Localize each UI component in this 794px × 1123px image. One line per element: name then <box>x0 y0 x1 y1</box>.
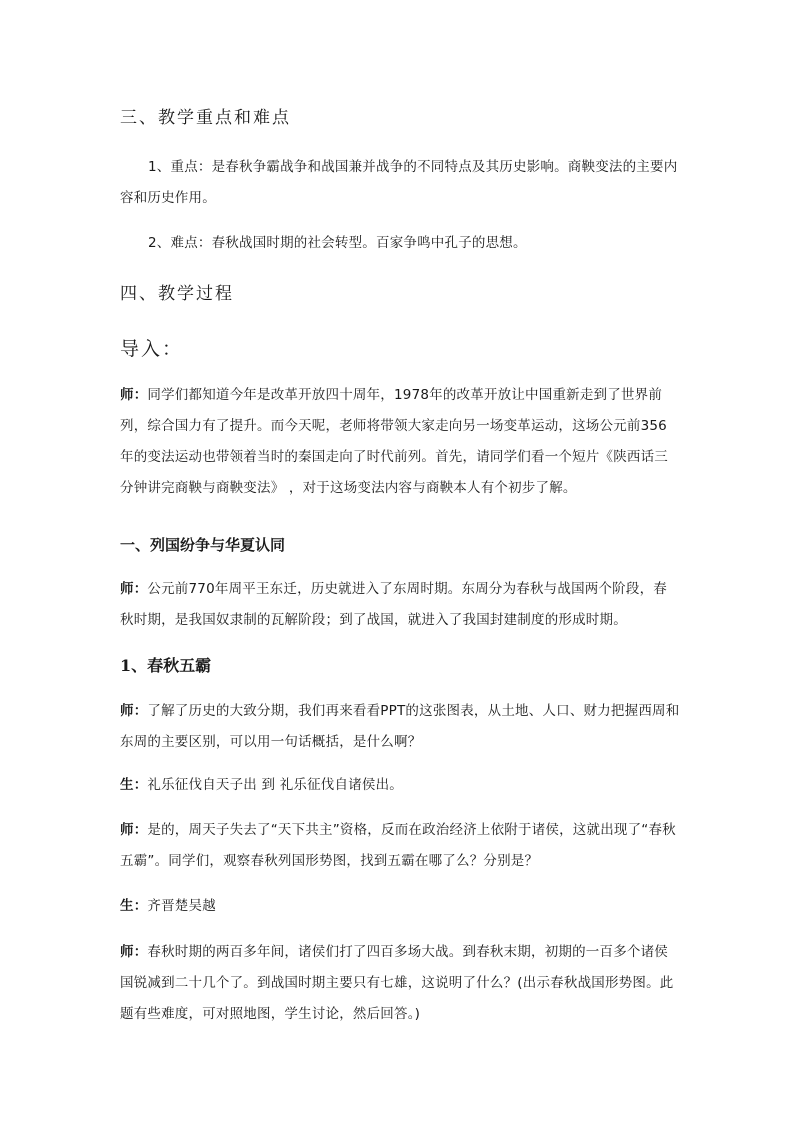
part1-paragraph <box>120 574 680 636</box>
dialogue-student-1 <box>120 770 680 801</box>
part1-heading: 一、列国纷争与华夏认同 <box>120 536 286 554</box>
dialogue-text: 礼乐征伐自天子出 到 礼乐征伐自诸侯出。 <box>147 777 403 793</box>
speaker-label: 师： <box>120 822 148 838</box>
dialogue-text: 齐晋楚吴越 <box>147 898 216 914</box>
dialogue-teacher-3 <box>120 937 680 1030</box>
key-point-1: 1、重点：是春秋争霸战争和战国兼并战争的不同特点及其历史影响。商鞅变法的主要内容和历史作用。 <box>120 159 678 206</box>
intro-paragraph <box>120 380 680 504</box>
key-point-2: 2、难点：春秋战国时期的社会转型。百家争鸣中孔子的思想。 <box>148 235 527 251</box>
sub1-heading: 1、春秋五霸 <box>120 656 212 675</box>
dialogue-teacher-2 <box>120 815 680 877</box>
speaker-label: 生： <box>120 898 148 914</box>
intro-heading: 导入： <box>120 338 184 360</box>
speaker-label: 师： <box>120 387 148 403</box>
intro-text: 同学们都知道今年是改革开放四十周年，1978年的改革开放让中国重新走到了世界前列，综合国力有了提升。而今天呢，老师将带领大家走向另一场变革运动，这场公元前356年的变法运动也带领着当时的秦国走向了时代前列。首先，请同学们看一个短片《陕西话三分钟讲完商鞅与商鞅变法》 ，对于这场变法内容与商鞅本人有个初步了解。 <box>120 387 668 496</box>
dialogue-text: 是的，周天子失去了“天下共主”资格，反而在政治经济上依附于诸侯，这就出现了“春秋五霸”。同学们，观察春秋列国形势图，找到五霸在哪了么？分别是？ <box>120 822 676 869</box>
dialogue-text: 春秋时期的两百多年间，诸侯们打了四百多场大战。到春秋末期，初期的一百多个诸侯国锐减到二十几个了。到战国时期主要只有七雄，这说明了什么？(出示春秋战国形势图。此题有些难度，可对照地图，学生讨论，然后回答。) <box>120 944 674 1022</box>
dialogue-student-2 <box>120 891 680 922</box>
speaker-label: 师： <box>120 581 148 597</box>
dialogue-teacher-1 <box>120 696 680 758</box>
section-heading-key-points: 三、教学重点和难点 <box>120 108 291 128</box>
dialogue-text: 了解了历史的大致分期，我们再来看看PPT的这张图表，从土地、人口、财力把握西周和东周的主要区别，可以用一句话概括，是什么啊？ <box>120 703 680 750</box>
part1-text: 公元前770年周平王东迁，历史就进入了东周时期。东周分为春秋与战国两个阶段，春秋时期，是我国奴隶制的瓦解阶段；到了战国，就进入了我国封建制度的形成时期。 <box>120 581 667 628</box>
section-heading-teaching-process: 四、教学过程 <box>120 284 234 304</box>
speaker-label: 师： <box>120 703 148 719</box>
speaker-label: 师： <box>120 944 148 960</box>
speaker-label: 生： <box>120 777 148 793</box>
